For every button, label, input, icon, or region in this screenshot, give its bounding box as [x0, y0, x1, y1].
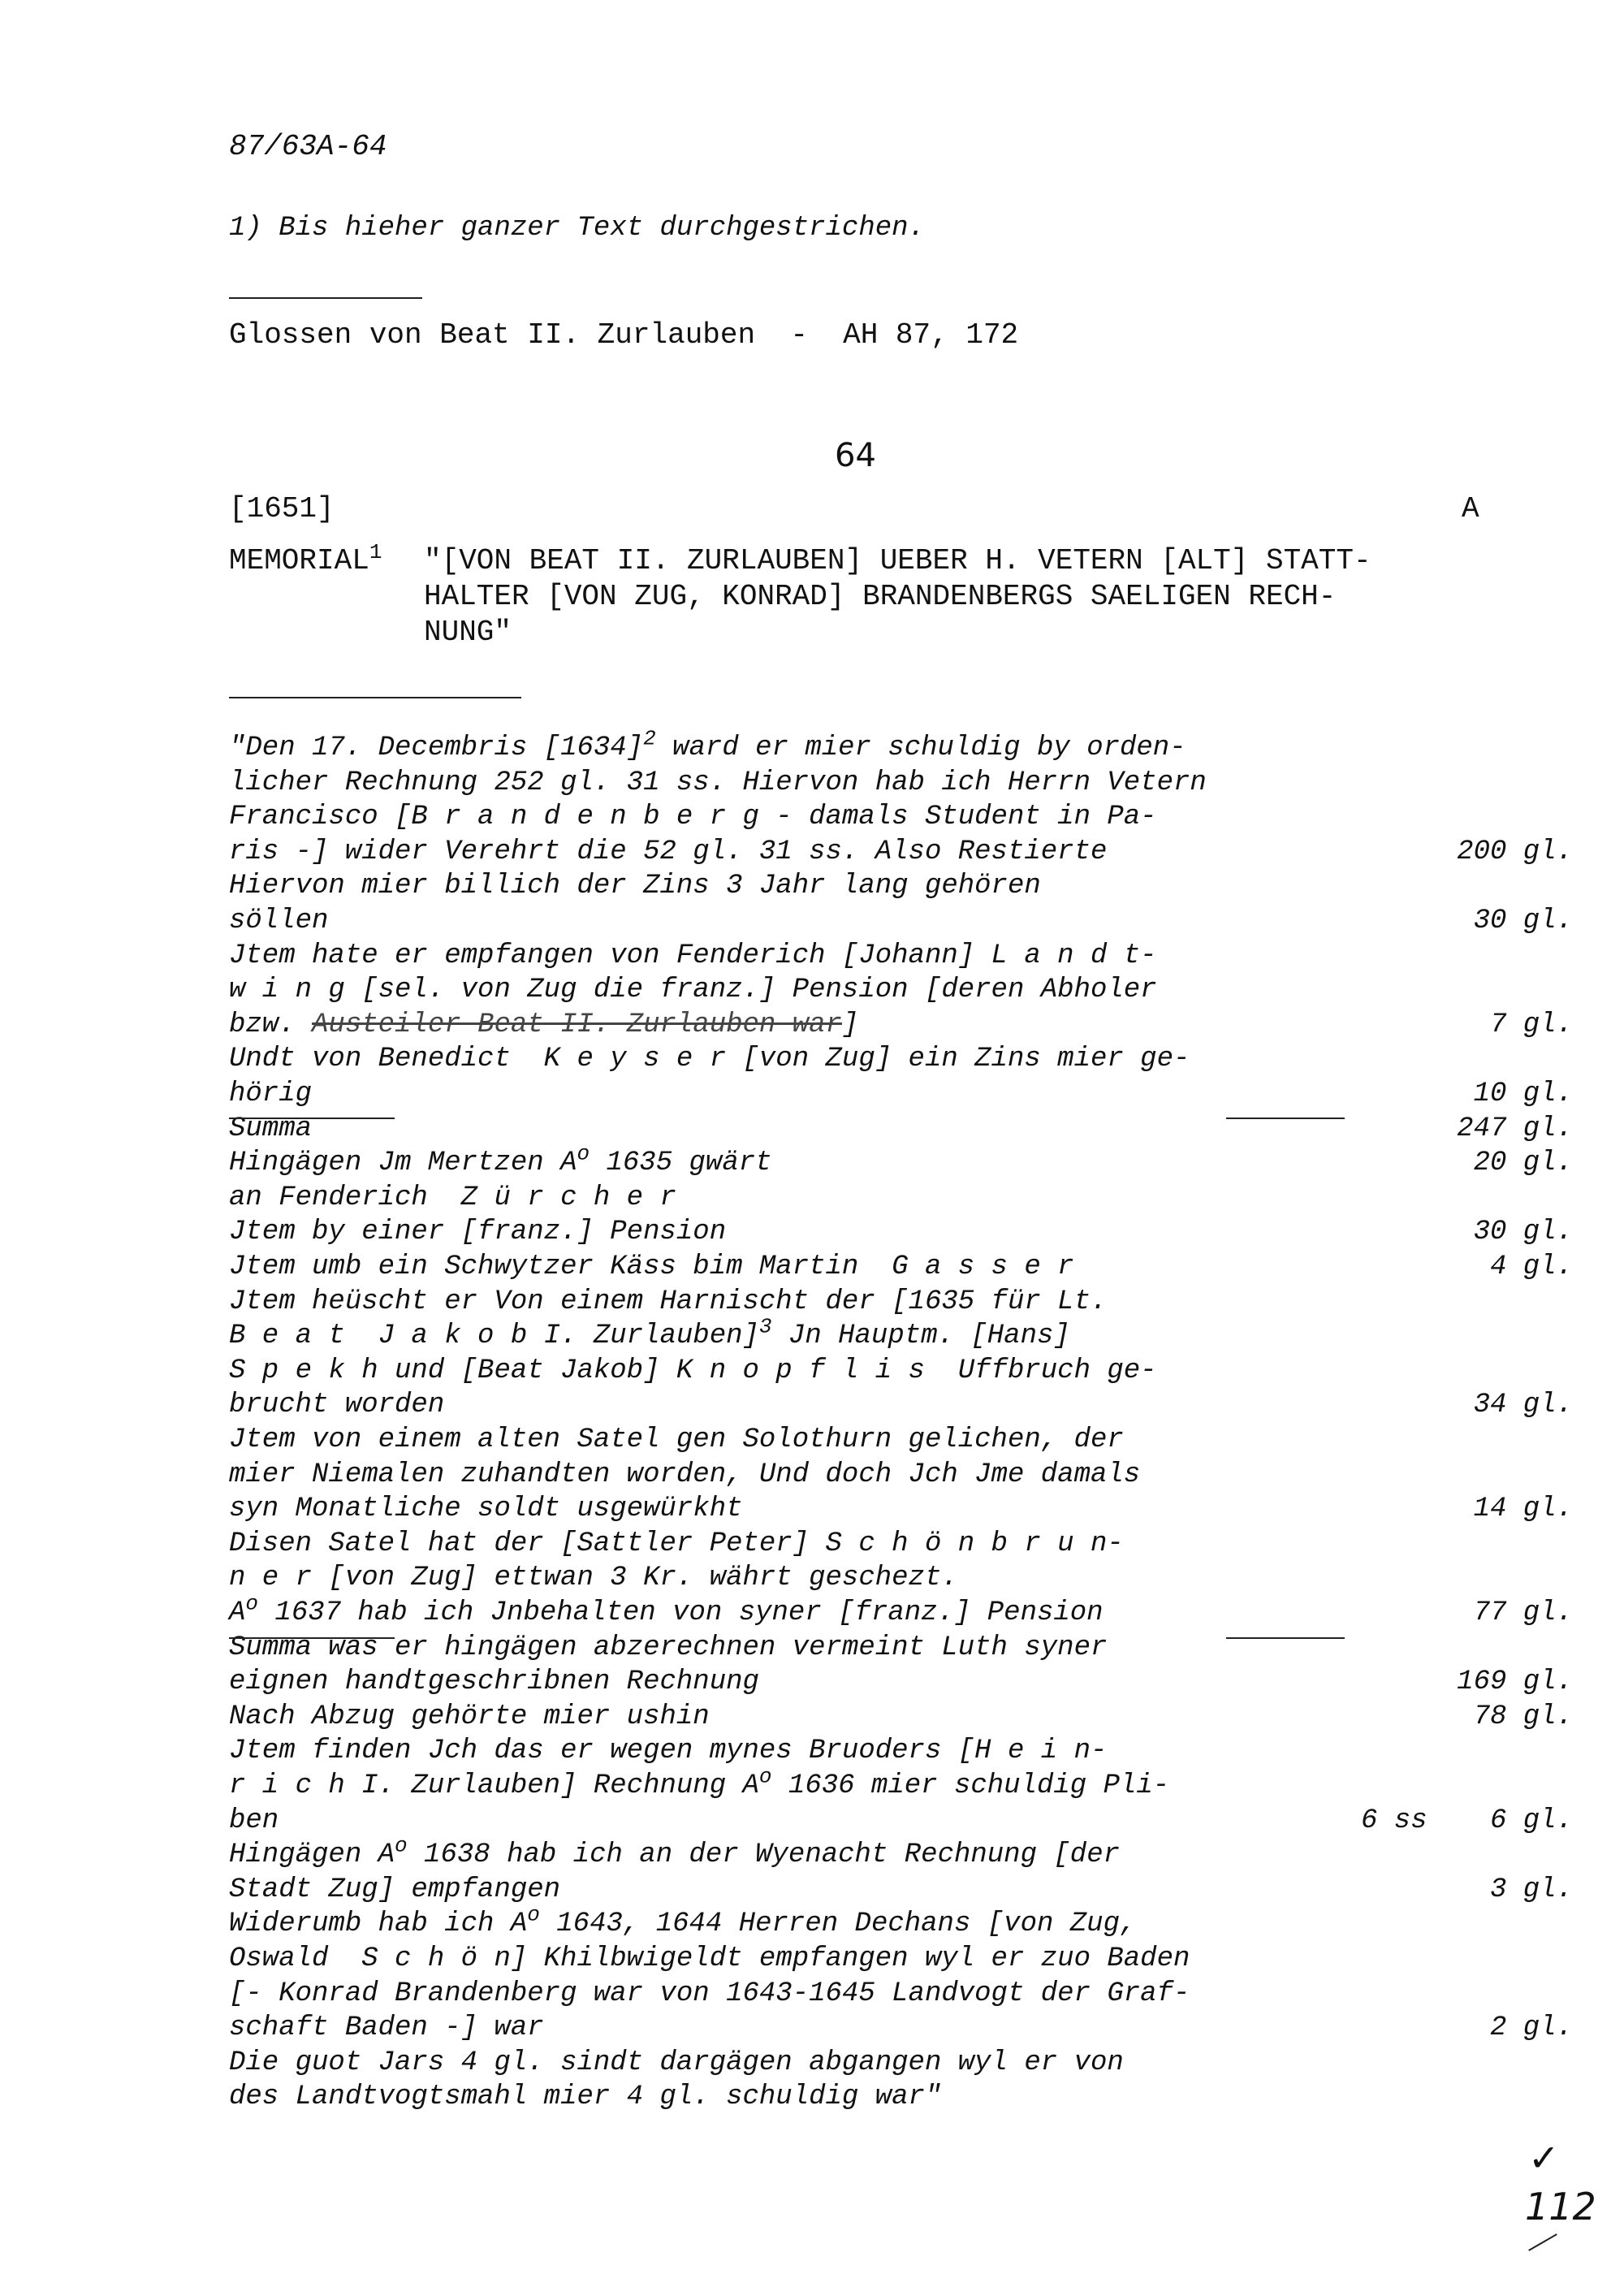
footnote-separator	[229, 297, 422, 299]
ledger-line	[229, 1736, 1447, 1770]
ledger-line	[229, 1079, 1573, 1113]
superscript: o	[577, 1141, 590, 1166]
ledger-line-text: eignen handtgeschribnen Rechnung	[229, 1667, 759, 1698]
ledger-line	[229, 1044, 1447, 1079]
ledger-line	[229, 1314, 1447, 1355]
ledger-line-text: Summa was er hingägen abzerechnen vermeint Luth syner	[229, 1632, 1108, 1663]
ledger-line	[229, 1903, 1447, 1943]
ledger-amount: 30 gl.	[1473, 906, 1573, 936]
page-number: 64	[835, 437, 876, 474]
superscript: 3	[758, 1314, 772, 1339]
ledger-line-text: Stadt Zug] empfangen	[229, 1874, 561, 1905]
footnote: 1) Bis hieher ganzer Text durchgestrichen.	[229, 213, 925, 244]
ledger-line	[229, 906, 1573, 940]
ledger-line-text: Widerumb hab ich $A^o$ 1643, 1644 Herren Dechans [von Zug,	[229, 1903, 1137, 1940]
ledger-amount: 200 gl.	[1457, 836, 1573, 867]
ledger-line	[229, 1009, 1573, 1044]
superscript: o	[245, 1591, 259, 1616]
ledger-line-text: Jtem heüscht er Von einem Harnischt der [1635 für Lt.	[229, 1286, 1108, 1317]
ledger-line-text: r i c h I. Zurlauben] Rechnung $A^o$ 1636 mier schuldig Pli-	[229, 1764, 1170, 1801]
ledger-line	[229, 871, 1447, 906]
ledger-line-text: Hiervon mier billich der Zins 3 Jahr lang gehören	[229, 871, 1041, 902]
ledger-line-text: an Fenderich Z ü r c h e r	[229, 1182, 676, 1213]
ledger-amount: 10 gl.	[1473, 1079, 1573, 1109]
ledger-line-text: B e a t J a k o b I. Zurlauben]$^3$ Jn Hauptm. [Hans]	[229, 1314, 1070, 1352]
ledger-line	[229, 1833, 1447, 1874]
memorial-title-line-2: HALTER [VON ZUG, KONRAD] BRANDENBERGS SAELIGEN RECH-	[424, 580, 1337, 613]
subtotal-rule-amount	[1226, 1118, 1345, 1119]
ledger-line-text: Undt von Benedict K e y s e r [von Zug] ein Zins mier ge-	[229, 1044, 1190, 1075]
ledger-line-text: brucht worden	[229, 1390, 445, 1421]
struck-text: Austeiler Beat II. Zurlauben war	[312, 1009, 842, 1040]
ledger-line	[229, 836, 1573, 871]
ledger-line-text: des Landtvogtsmahl mier 4 gl. schuldig war"	[229, 2082, 942, 2113]
ledger-line	[229, 1528, 1447, 1563]
ledger-amount: 169 gl.	[1457, 1667, 1573, 1698]
footnote-marker: 1	[369, 540, 382, 564]
ledger-amount: 4 gl.	[1489, 1252, 1573, 1282]
ledger-line	[229, 1424, 1447, 1459]
ledger-line-text: [- Konrad Brandenberg war von 1643-1645 Landvogt der Graf-	[229, 1978, 1190, 2009]
folio-number: 112	[1525, 2185, 1596, 2229]
ledger-amount: 6 gl.	[1489, 1805, 1573, 1836]
ledger-line-text: Jtem finden Jch das er wegen mynes Bruoders [H e i n-	[229, 1736, 1108, 1767]
superscript: 2	[643, 726, 656, 751]
ledger-amount: 77 gl.	[1473, 1597, 1573, 1628]
ledger-line	[229, 1459, 1447, 1494]
reference-number: 87/63A-64	[229, 130, 387, 163]
ledger-line	[229, 1182, 1447, 1217]
ledger-line	[229, 1667, 1573, 1701]
ledger-amount: 2 gl.	[1489, 2012, 1573, 2044]
superscript: o	[395, 1833, 408, 1858]
ledger-line-text: syn Monatliche soldt usgewürkht	[229, 1494, 743, 1525]
ledger-line	[229, 1355, 1447, 1390]
ledger-line	[229, 1701, 1573, 1736]
ledger-line-text: w i n g [sel. von Zug die franz.] Pension [deren Abholer	[229, 975, 1157, 1006]
superscript: o	[758, 1764, 772, 1789]
ledger-amount: 20 gl.	[1473, 1148, 1573, 1179]
total-rule-left	[229, 1637, 395, 1639]
ledger-line	[229, 726, 1447, 767]
ledger-line-text: Summa	[229, 1113, 313, 1144]
document-letter: A	[1462, 492, 1479, 525]
ledger-amount: 34 gl.	[1473, 1390, 1573, 1421]
ledger-amount: 247 gl.	[1457, 1113, 1573, 1144]
ledger-line	[229, 1286, 1447, 1321]
memorial-title-line-3: NUNG"	[424, 616, 512, 649]
ledger-line	[229, 802, 1447, 837]
ledger-line-text: Jtem hate er empfangen von Fenderich [Johann] L a n d t-	[229, 940, 1157, 971]
ledger-amount: 14 gl.	[1473, 1494, 1573, 1525]
ledger-line-text: Jtem von einem alten Satel gen Solothurn gelichen, der	[229, 1424, 1124, 1455]
ledger-line	[229, 1217, 1573, 1252]
ledger-line	[229, 2047, 1447, 2082]
ledger-line-text: Hingägen $A^o$ 1638 hab ich an der Wyenacht Rechnung [der	[229, 1833, 1120, 1871]
ledger-line-text: Hingägen Jm Mertzen $A^o$ 1635 gwärt	[229, 1141, 772, 1179]
ledger-line	[229, 1805, 1573, 1840]
document-year: [1651]	[229, 492, 335, 525]
gloss-title: Glossen von Beat II. Zurlauben - AH 87, 172	[229, 318, 1019, 352]
ledger-line	[229, 1874, 1573, 1909]
ledger-amount: 7 gl.	[1489, 1009, 1573, 1040]
ledger-line-text: Jtem by einer [franz.] Pension	[229, 1217, 727, 1248]
ledger-amount-extra: 6 ss	[1361, 1805, 1427, 1836]
ledger-line-text: Disen Satel hat der [Sattler Peter] S c h ö n b r u n-	[229, 1528, 1124, 1559]
total-rule-amount	[1226, 1637, 1345, 1639]
ledger-line-text: Nach Abzug gehörte mier ushin	[229, 1701, 710, 1732]
memorial-title-line-1: "[VON BEAT II. ZURLAUBEN] UEBER H. VETERN [ALT] STATT-	[424, 544, 1371, 577]
ledger-line	[229, 1563, 1447, 1597]
ledger-line-text: licher Rechnung 252 gl. 31 ss. Hiervon hab ich Herrn Vetern	[229, 767, 1207, 798]
check-mark: ✓	[1528, 2136, 1560, 2180]
ledger-line	[229, 767, 1447, 802]
ledger-line	[229, 1390, 1573, 1424]
ledger-line	[229, 1978, 1447, 2013]
subtotal-rule-left	[229, 1118, 395, 1119]
ledger-line-text: n e r [von Zug] ettwan 3 Kr. währt geschezt.	[229, 1563, 958, 1594]
folio-stroke	[1528, 2233, 1557, 2251]
ledger-line-text: Jtem umb ein Schwytzer Käss bim Martin G a s s e r	[229, 1252, 1074, 1282]
ledger-line	[229, 1494, 1573, 1528]
ledger-line	[229, 1141, 1573, 1182]
ledger-line-text: schaft Baden -] war	[229, 2012, 544, 2044]
ledger-line	[229, 2012, 1573, 2047]
superscript: o	[527, 1903, 540, 1928]
ledger-line	[229, 2082, 1447, 2116]
memorial-label: MEMORIAL$^1$	[229, 540, 382, 577]
ledger-line-text: ris -] wider Verehrt die 52 gl. 31 ss. Also Restierte	[229, 836, 1108, 867]
section-separator	[229, 697, 521, 698]
ledger-line	[229, 1943, 1447, 1978]
ledger-line-text: mier Niemalen zuhandten worden, Und doch Jch Jme damals	[229, 1459, 1141, 1490]
ledger-line	[229, 1252, 1573, 1286]
ledger-line	[229, 1764, 1447, 1805]
ledger-amount: 3 gl.	[1489, 1874, 1573, 1905]
ledger-line-text: S p e k h und [Beat Jakob] K n o p f l i s Uffbruch ge-	[229, 1355, 1157, 1386]
ledger-line-text: Francisco [B r a n d e n b e r g - damals Student in Pa-	[229, 802, 1157, 833]
ledger-line	[229, 975, 1447, 1009]
ledger-line-text: söllen	[229, 906, 329, 936]
ledger-line	[229, 940, 1447, 975]
ledger-line-text: hörig	[229, 1079, 313, 1109]
ledger-amount: 30 gl.	[1473, 1217, 1573, 1248]
ledger-line-text: $A^o$ 1637 hab ich Jnbehalten von syner [franz.] Pension	[229, 1591, 1104, 1628]
ledger-line-text: bzw. Austeiler Beat II. Zurlauben war]	[229, 1009, 859, 1040]
ledger-amount: 78 gl.	[1473, 1701, 1573, 1732]
ledger-line-text: ben	[229, 1805, 279, 1836]
ledger-line-text: Oswald S c h ö n] Khilbwigeldt empfangen wyl er zuo Baden	[229, 1943, 1190, 1974]
ledger-line-text: "Den 17. Decembris $[1634]^2$ ward er mier schuldig by orden-	[229, 726, 1186, 763]
ledger-line-text: Die guot Jars 4 gl. sindt dargägen abgangen wyl er von	[229, 2047, 1124, 2078]
ledger-line	[229, 1591, 1573, 1632]
